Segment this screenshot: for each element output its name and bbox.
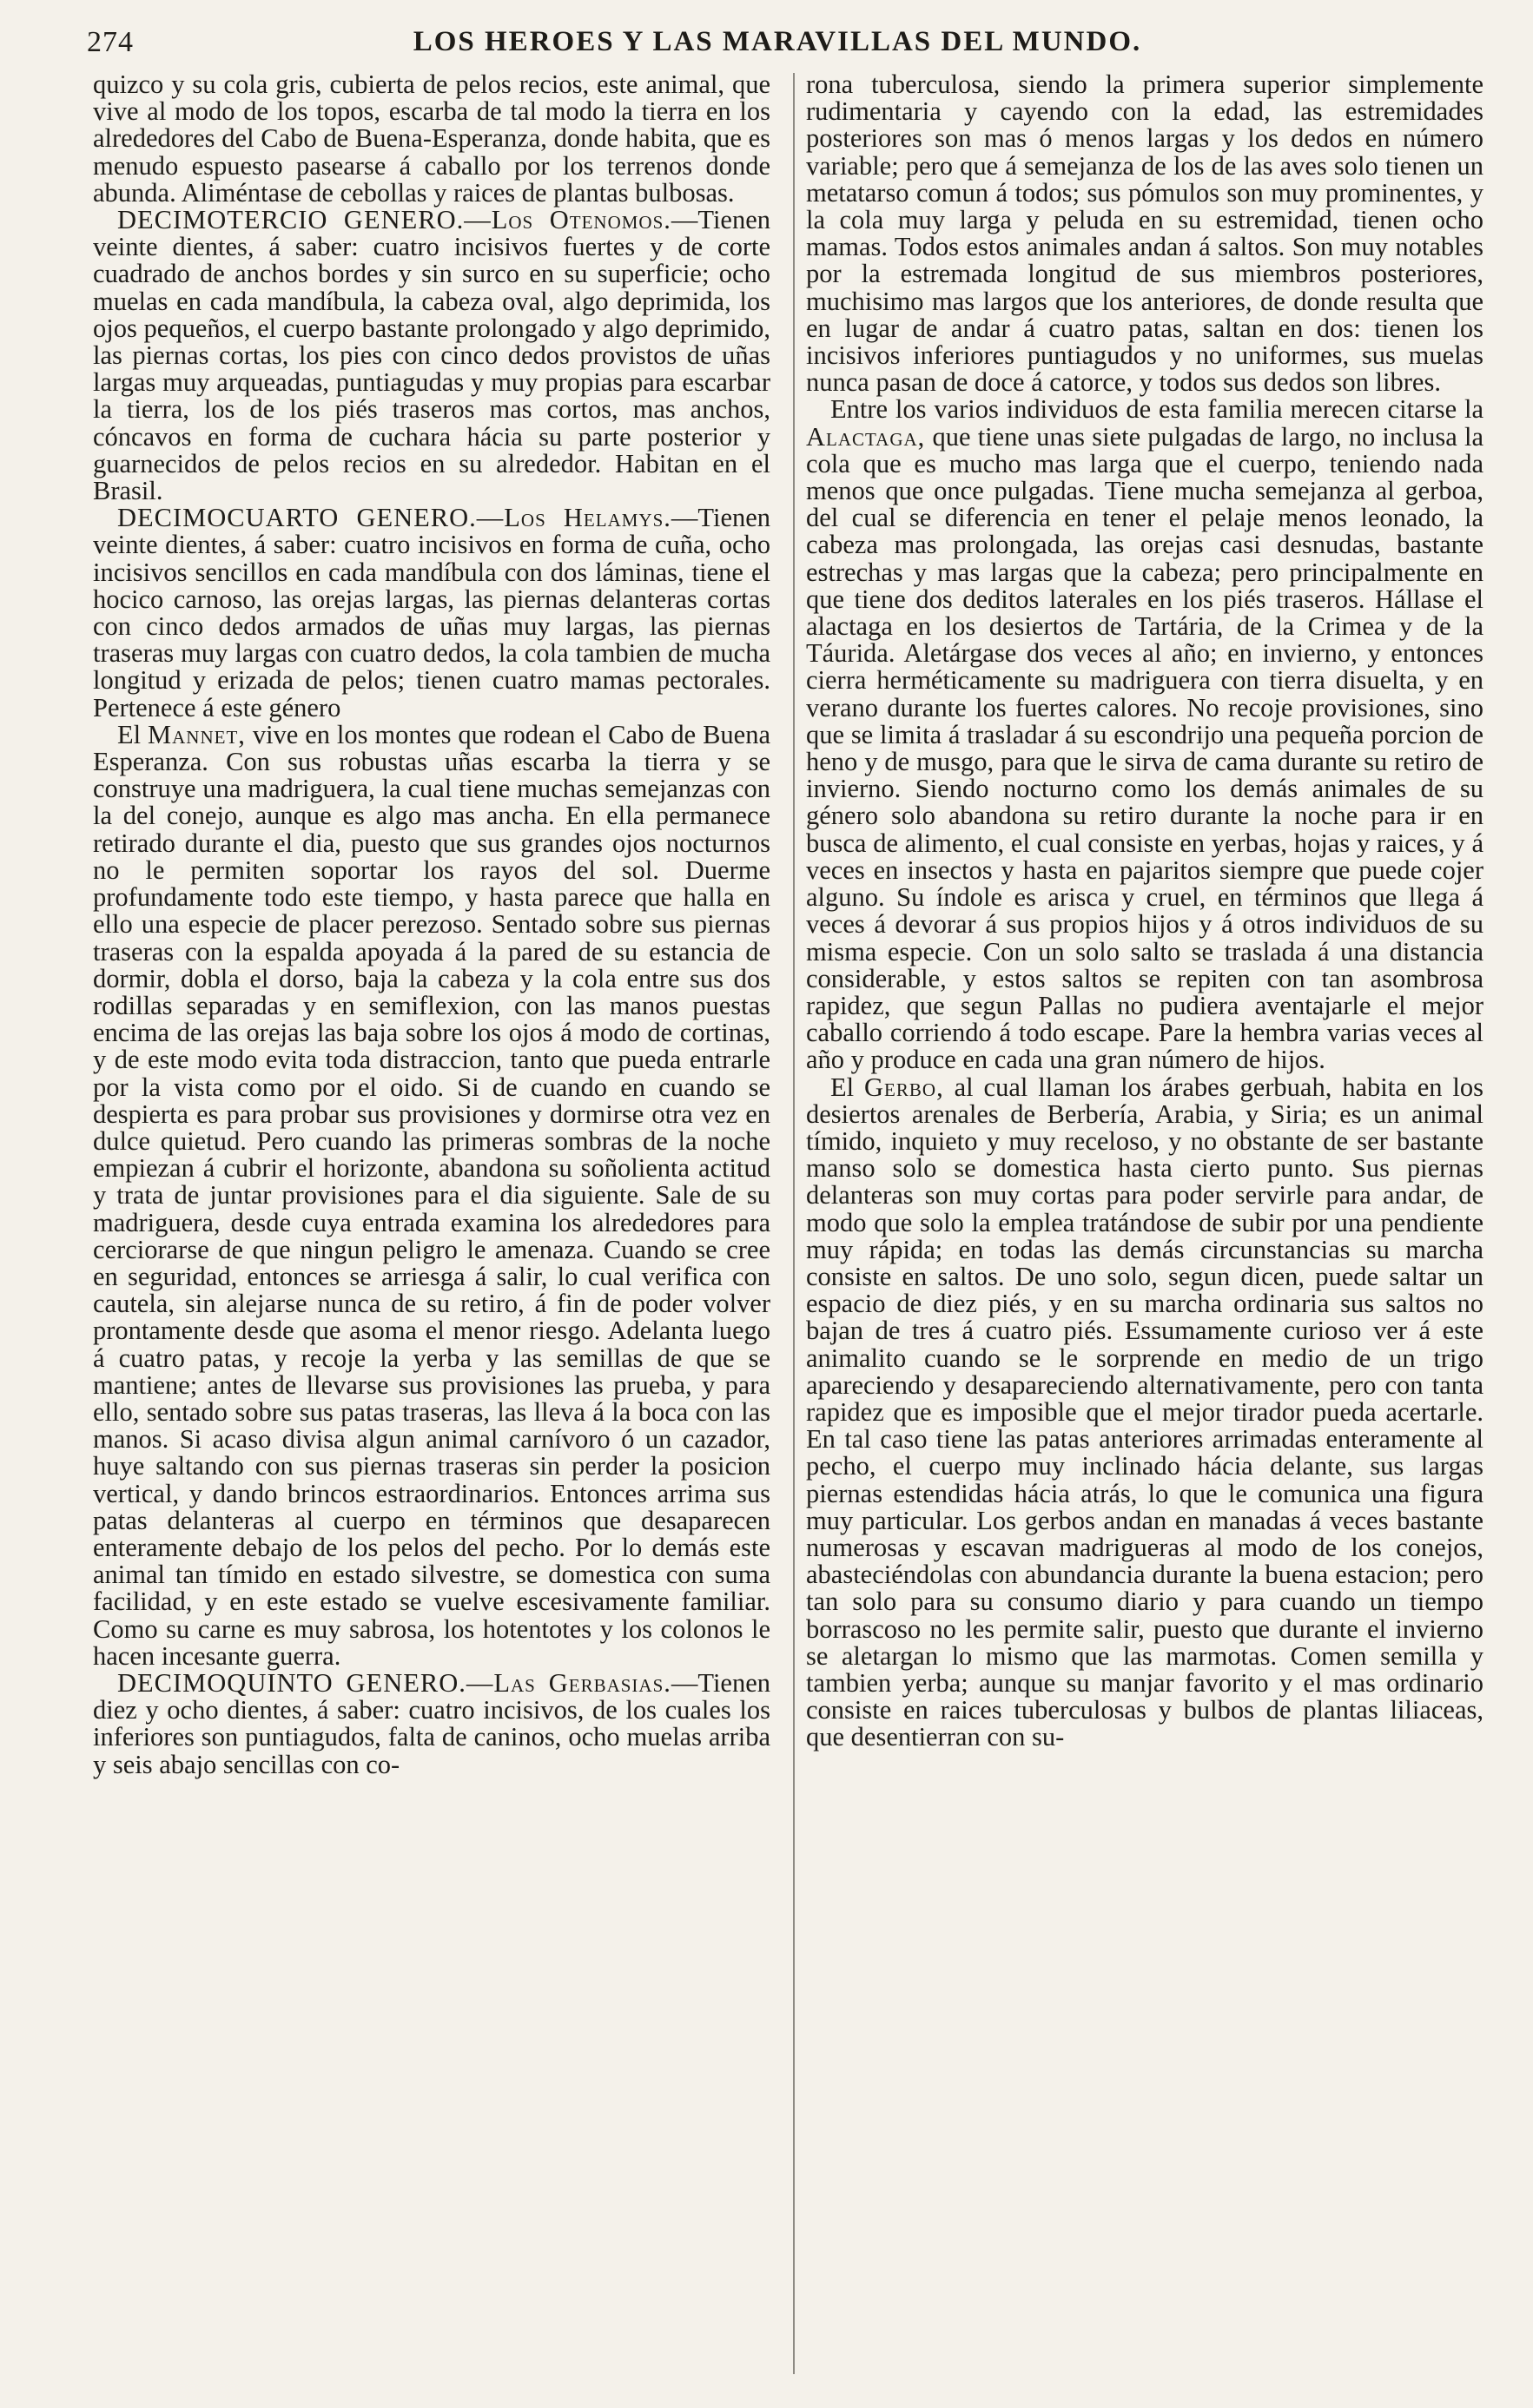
right-paragraph-2: Entre los varios individuos de esta familia merecen citarse la Alactaga, que tiene unas siete pulgadas de largo, no inclusa la cola que es mucho mas larga que el cuerpo, teniendo nada menos que once pulgadas. Tiene mucha semejanza al gerboa, del cual se diferencia en tener el pelaje menos leonado, la cabeza mas prolongada, las orejas casi desnudas, bastante estrechas y mas largas que la cabeza; pero principalmente en que tiene dos deditos laterales en los piés traseros. Hállase el alactaga en los desiertos de Tartária, de la Crimea y de la Táurida. Aletárgase dos veces al año; en invierno, y entonces cierra herméticamente su madriguera con tierra disuelta, y en verano durante los fuertes calores. No recoje provisiones, sino que se limita á trasladar á su escondrijo una pequeña porcion de heno y de musgo, para que le sirva de cama durante su retiro de invierno. Siendo nocturno como los demás animales de su género solo abandona su retiro durante la noche para ir en busca de alimento, el cual consiste en yerbas, hojas y raices, y á veces en insectos y hasta en pajaritos siempre que puede cojer alguno. Su índole es arisca y cruel, en términos que llega á veces á devorar á sus propios hijos y á otros individuos de su misma especie. Con un solo salto se traslada á una distancia considerable, y estos saltos se repiten con tan asombrosa rapidez, que segun Pallas no pudiera aventajarle el mejor caballo corriendo á todo escape. Pare la hembra varias veces al año y produce en cada una gran número de hijos.: [806, 394, 1483, 1075]
species-name: Mannet,: [148, 719, 246, 749]
running-title: LOS HEROES Y LAS MARAVILLAS DEL MUNDO.: [413, 26, 1142, 57]
left-paragraph-2: DECIMOTERCIO GENERO.—Los Otenomos.—Tienen veinte dientes, á saber: cuatro incisivos fuertes y de corte cuadrado de anchos bordes y sin surco en su superficie; ocho muelas en cada mandíbula, la cabeza oval, algo deprimida, los ojos pequeños, el cuerpo bastante prolongado y algo deprimido, las piernas cortas, los pies con cinco dedos provistos de uñas largas muy arqueadas, puntiagudas y muy propias para escarbar la tierra, los de los piés traseros mas cortos, mas anchos, cóncavos en forma de cuchara hácia su parte posterior y guarnecidos de pelos recios en su alrededor. Habitan en el Brasil.: [93, 205, 770, 506]
right-paragraph-3: El Gerbo, al cual llaman los árabes gerbuah, habita en los desiertos arenales de Berbería, Arabia, y Siria; es un animal tímido, inquieto y muy receloso, y no obstante de ser bastante manso solo se domestica hasta cierto punto. Sus piernas delanteras son muy cortas para poder servirle para andar, de modo que solo la emplea tratándose de subir por una pendiente muy rápida; en todas las demás circunstancias su marcha consiste en saltos. De uno solo, segun dicen, puede saltar un espacio de diez piés, y en su marcha ordinaria sus saltos no bajan de tres á cuatro piés. Essumamente curioso ver á este animalito cuando se le sorprende en medio de un trigo apareciendo y desapareciendo alternativamente, pero con tanta rapidez que es imposible que el mejor tirador pueda acertarle. En tal caso tiene las patas anteriores arrimadas enteramente al pecho, el cuerpo muy inclinado hácia delante, sus largas piernas estendidas hácia atrás, lo que le comunica una figura muy particular. Los gerbos andan en manadas á veces bastante numerosas y escavan madrigueras al modo de los conejos, abasteciéndolas con abundancia durante la buena estacion; pero tan solo para su consumo diario y para cuando un tiempo borrascoso no les permite salir, puesto que durante el invierno se aletargan lo mismo que las marmotas. Comen semilla y tambien yerba; aunque su manjar favorito y el mas ordinario consiste en raices tuberculosas y bulbos de plantas liliaceas, que desentierran con su-: [806, 1072, 1483, 1752]
page-header: [87, 26, 1468, 69]
genus-heading: DECIMOTERCIO GENERO.—: [117, 205, 492, 235]
left-paragraph-5: DECIMOQUINTO GENERO.—Las Gerbasias.—Tienen diez y ocho dientes, á saber: cuatro incisivos, de los cuales los inferiores son puntiagudos, falta de caninos, ocho muelas arriba y seis abajo sencillas con co-: [93, 1667, 770, 1779]
species-name: Alactaga,: [806, 421, 926, 452]
genus-heading: DECIMOQUINTO GENERO.—: [117, 1667, 494, 1698]
left-paragraph-4: El Mannet, vive en los montes que rodean el Cabo de Buena Esperanza. Con sus robustas uñas escarba la tierra y se construye una madriguera, la cual tiene muchas semejanzas con la del conejo, aunque es algo mas ancha. En ella permanece retirado durante el dia, puesto que sus grandes ojos nocturnos no le permiten soportar los rayos del sol. Duerme profundamente todo este tiempo, y hasta parece que halla en ello una especie de placer perezoso. Sentado sobre sus piernas traseras con la espalda apoyada á la pared de su estancia de dormir, dobla el dorso, baja la cabeza y la cola entre sus dos rodillas separadas y en semiflexion, con las manos puestas encima de las orejas las baja sobre los ojos á modo de cortinas, y de este modo evita toda distraccion, tanto que pueda entrarle por la vista como por el oido. Si de cuando en cuando se despierta es para probar sus provisiones y dormirse otra vez en dulce quietud. Pero cuando las primeras sombras de la noche empiezan á cubrir el horizonte, abandona su soñolienta actitud y trata de juntar provisiones para el dia siguiente. Sale de su madriguera, desde cuya entrada examina los alrededores para cerciorarse de que ningun peligro le amenaza. Cuando se cree en seguridad, entonces se arriesga á salir, lo cual verifica con cautela, sin alejarse nunca de su retiro, á fin de poder volver prontamente desde que asoma el menor riesgo. Adelanta luego á cuatro patas, y recoje la yerba y las semillas de que se mantiene; antes de llevarse sus provisiones las prueba, y para ello, sentado sobre sus patas traseras, las lleva á la boca con las manos. Si acaso divisa algun animal carnívoro ó un cazador, huye saltando con sus piernas traseras sin perder la posicion vertical, y dando brincos estraordinarios. Entonces arrima sus patas delanteras al cuerpo en términos que desaparecen enteramente debajo de los pelos del pecho. Por lo demás este animal tan tímido en estado silvestre, se domestica con suma facilidad, y en este estado se vuelve escesivamente familiar. Como su carne es muy sabrosa, los hotentotes y los colonos le hacen incesante guerra.: [93, 719, 770, 1671]
genus-name: Los Helamys.: [504, 503, 671, 533]
species-name: Gerbo,: [864, 1072, 944, 1102]
genus-name: Las Gerbasias.: [493, 1667, 671, 1698]
page-number: 274: [87, 26, 134, 58]
left-paragraph-1: quizco y su cola gris, cubierta de pelos recios, este animal, que vive al modo de los topos, escarba de tal modo la tierra en los alrededores del Cabo de Buena-Esperanza, donde habita, que es menudo espuesto pasearse á caballo por los terrenos donde abunda. Aliméntase de cebollas y raices de plantas bulbosas.: [93, 71, 770, 208]
left-paragraph-3: DECIMOCUARTO GENERO.—Los Helamys.—Tienen veinte dientes, á saber: cuatro incisivos en forma de cuña, ocho incisivos sencillos en cada mandíbula con dos láminas, tiene el hocico carnoso, las orejas largas, las piernas delanteras cortas con cinco dedos armados de uñas muy largas, las piernas traseras muy largas con cuatro dedos, la cola tambien de mucha longitud y erizada de pelos; tienen cuatro mamas pectorales. Pertenece á este género: [93, 503, 770, 722]
right-column: [806, 71, 1483, 2381]
genus-name: Los Otenomos.: [491, 205, 671, 235]
genus-heading: DECIMOCUARTO GENERO.—: [117, 503, 505, 533]
left-column: [93, 71, 770, 2381]
column-divider: [793, 73, 795, 2374]
right-paragraph-1: rona tuberculosa, siendo la primera superior simplemente rudimentaria y cayendo con la edad, las estremidades posteriores son mas ó menos largas y los dedos en número variable; pero que á semejanza de los de las aves solo tienen un metatarso comun á todos; sus pómulos son muy prominentes, y la cola muy larga y peluda en su estremidad, tienen ocho mamas. Todos estos animales andan á saltos. Son muy notables por la estremada longitud de sus miembros posteriores, muchisimo mas largos que los anteriores, de donde resulta que en lugar de andar á cuatro patas, saltan en dos: tienen los incisivos inferiores puntiagudos y no uniformes, sus muelas nunca pasan de doce á catorce, y todos sus dedos son libres.: [806, 71, 1483, 398]
